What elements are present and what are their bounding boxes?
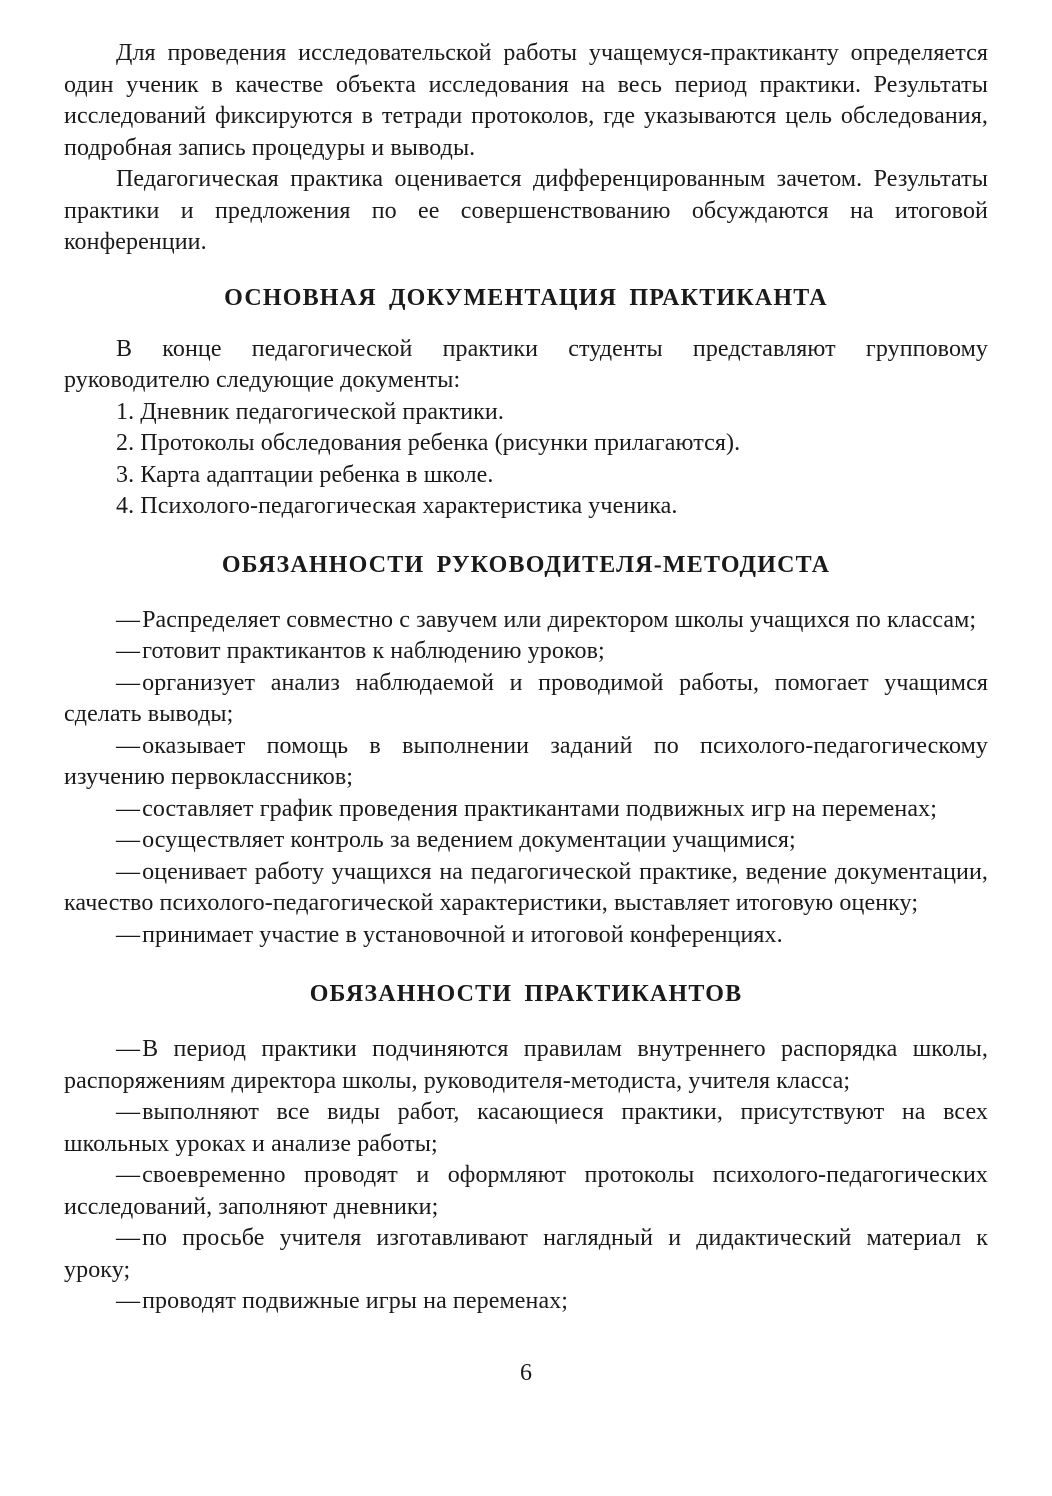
intro-paragraph-1: Для проведения исследовательской работы учащемуся-практиканту определяется один ученик в качестве объекта исследования на весь период практики. Результаты исследований фиксируются в тетради протоколов, где указываются цель обследования, подробная запись процедуры и выводы. (64, 40, 988, 161)
section-title-documentation: ОСНОВНАЯ ДОКУМЕНТАЦИЯ ПРАКТИКАНТА (224, 284, 828, 311)
methodist-duties-list (64, 605, 988, 952)
dash-mark: — (116, 921, 141, 948)
list-item: —осуществляет контроль за ведением документации учащимися; (116, 827, 796, 853)
page-number: 6 (520, 1360, 532, 1386)
document-page (64, 38, 988, 1318)
list-item: —организует анализ наблюдаемой и проводимой работы, помогает учащимся сделать выводы; (64, 669, 988, 727)
section-title-trainees: ОБЯЗАННОСТИ ПРАКТИКАНТОВ (309, 981, 743, 1007)
dash-mark: — (116, 732, 141, 759)
dash-mark: — (116, 795, 141, 822)
list-item: —своевременно проводят и оформляют протоколы психолого-педагогических исследований, заполняют дневники; (64, 1162, 988, 1220)
dash-mark: — (116, 1099, 141, 1125)
list-item: —готовит практикантов к наблюдению уроков; (116, 638, 605, 664)
list-item: —по просьбе учителя изготавливают наглядный и дидактический материал к уроку; (64, 1225, 988, 1283)
list-item: —выполняют все виды работ, касающиеся практики, присутствуют на всех школьных уроках и анализе работы; (64, 1099, 988, 1157)
dash-mark: — (116, 606, 141, 633)
dash-mark: — (116, 1162, 141, 1188)
list-item: —оказывает помощь в выполнении заданий по психолого-педагогическому изучению первоклассников; (64, 732, 988, 790)
dash-mark: — (116, 1225, 141, 1251)
list-item: —принимает участие в установочной и итоговой конференциях. (116, 921, 783, 948)
list-item: 2. Протоколы обследования ребенка (рисунки прилагаются). (116, 430, 741, 456)
list-item: 3. Карта адаптации ребенка в школе. (116, 461, 494, 488)
dash-mark: — (116, 638, 141, 664)
dash-mark: — (116, 669, 141, 696)
list-item: 4. Психолого-педагогическая характеристика ученика. (116, 493, 678, 519)
dash-mark: — (116, 1288, 141, 1314)
dash-mark: — (116, 858, 141, 885)
documentation-intro: В конце педагогической практики студенты представляют групповому руководителю следующие документы: (64, 335, 988, 393)
trainees-duties-list (64, 1034, 988, 1318)
list-item: —составляет график проведения практикантами подвижных игр на переменах; (116, 795, 937, 822)
documentation-list (64, 397, 988, 523)
list-item: —оценивает работу учащихся на педагогической практике, ведение документации, качество психолого-педагогической характеристики, выставляет итоговую оценку; (64, 858, 988, 916)
list-item: —Распределяет совместно с завучем или директором школы учащихся по классам; (116, 606, 977, 633)
list-item: 1. Дневник педагогической практики. (116, 398, 504, 425)
dash-mark: — (116, 1036, 141, 1062)
list-item: —проводят подвижные игры на переменах; (116, 1288, 569, 1314)
dash-mark: — (116, 827, 141, 853)
section-title-methodist: ОБЯЗАННОСТИ РУКОВОДИТЕЛЯ-МЕТОДИСТА (221, 551, 831, 578)
intro-paragraph-2: Педагогическая практика оценивается дифференцированным зачетом. Результаты практики и предложения по ее совершенствованию обсуждаются на итоговой конференции. (64, 166, 988, 255)
list-item: —В период практики подчиняются правилам внутреннего распорядка школы, распоряжениям директора школы, руководителя-методиста, учителя класса; (64, 1036, 988, 1094)
